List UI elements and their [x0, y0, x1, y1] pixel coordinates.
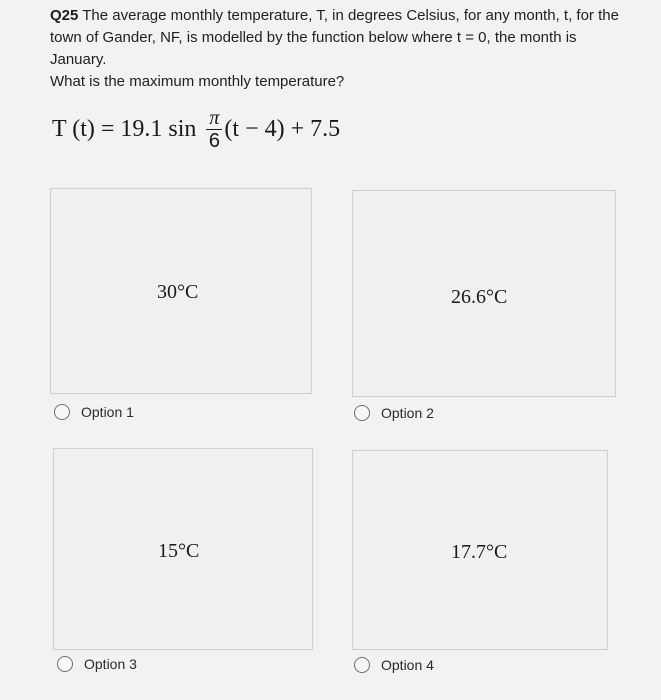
option-3-radio[interactable] [57, 656, 137, 672]
option-2-card[interactable] [352, 190, 616, 397]
formula-rhs: (t − 4) + 7.5 [224, 116, 341, 142]
option-2-radio[interactable] [354, 405, 434, 421]
radio-circle-icon[interactable] [354, 657, 370, 673]
option-2-value: 26.6°C [451, 286, 508, 308]
option-3-card[interactable] [53, 448, 313, 650]
option-4-card[interactable] [352, 450, 608, 650]
option-3-value: 15°C [158, 540, 200, 562]
option-4-value: 17.7°C [451, 541, 508, 563]
pi-over-6-fraction [206, 108, 222, 151]
formula-lhs: T (t) = 19.1 sin [52, 116, 197, 142]
option-4-radio[interactable] [354, 657, 434, 673]
question-number: Q25 [50, 7, 79, 24]
option-1-radio[interactable] [54, 404, 134, 420]
option-2-label: Option 2 [381, 405, 434, 421]
option-1-label: Option 1 [81, 404, 134, 420]
radio-circle-icon[interactable] [54, 404, 70, 420]
question-text: The average monthly temperature, T, in degrees Celsius, for any month, t, for the town of Gander, NF, is modelled by the function below where t = 0, the month is January. [50, 7, 619, 68]
option-4-label: Option 4 [381, 657, 434, 673]
radio-circle-icon[interactable] [57, 656, 73, 672]
option-1-value: 30°C [157, 281, 199, 303]
question-prompt: What is the maximum monthly temperature? [50, 73, 345, 90]
radio-circle-icon[interactable] [354, 405, 370, 421]
option-3-label: Option 3 [84, 656, 137, 672]
temperature-formula [52, 108, 340, 151]
fraction-denominator: 6 [208, 130, 220, 152]
question-block [50, 5, 630, 93]
option-1-card[interactable] [50, 188, 312, 394]
fraction-numerator: π [209, 107, 220, 129]
